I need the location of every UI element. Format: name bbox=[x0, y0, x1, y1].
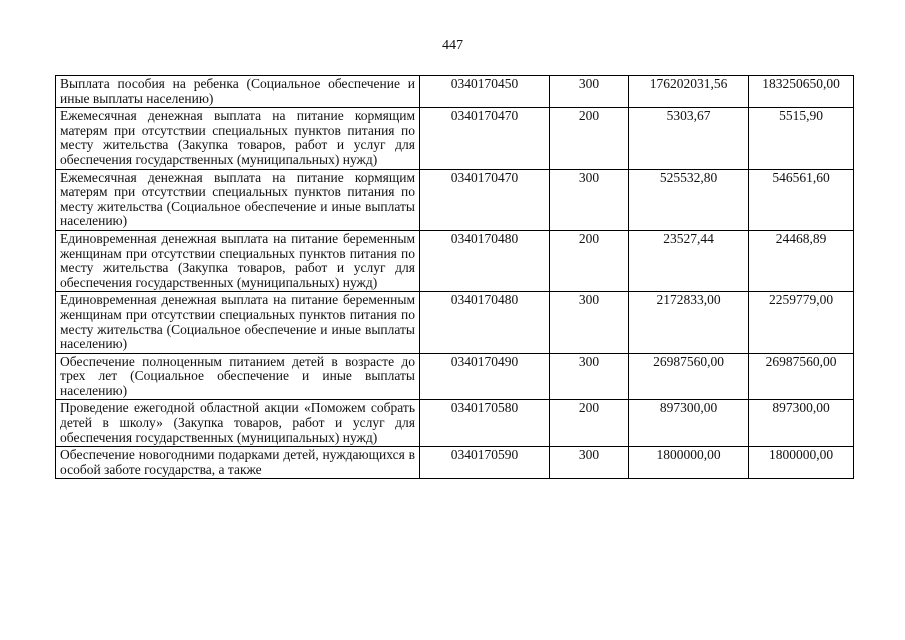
page-number: 447 bbox=[442, 38, 463, 53]
row-code: 0340170450 bbox=[420, 76, 550, 108]
row-description: Единовременная денежная выплата на питание беременным женщинам при отсутствии специальных пунктов питания по месту жительства (Закупка товаров, работ и услуг для обеспечения государственных (муниципальных) нужд) bbox=[56, 230, 420, 291]
table-row bbox=[56, 353, 854, 400]
row-amount-2: 5515,90 bbox=[749, 108, 854, 169]
row-amount-2: 24468,89 bbox=[749, 230, 854, 291]
row-code: 0340170480 bbox=[420, 230, 550, 291]
row-amount-2: 1800000,00 bbox=[749, 447, 854, 479]
row-expense-type: 300 bbox=[550, 353, 629, 400]
row-amount-1: 23527,44 bbox=[629, 230, 749, 291]
row-amount-1: 26987560,00 bbox=[629, 353, 749, 400]
row-amount-1: 525532,80 bbox=[629, 169, 749, 230]
row-description: Проведение ежегодной областной акции «Поможем собрать детей в школу» (Закупка товаров, работ и услуг для обеспечения государственных (муниципальных) нужд) bbox=[56, 400, 420, 447]
row-code: 0340170490 bbox=[420, 353, 550, 400]
table-row bbox=[56, 76, 854, 108]
row-description: Ежемесячная денежная выплата на питание кормящим матерям при отсутствии специальных пунктов питания по месту жительства (Социальное обеспечение и иные выплаты населению) bbox=[56, 169, 420, 230]
row-description: Единовременная денежная выплата на питание беременным женщинам при отсутствии специальных пунктов питания по месту жительства (Социальное обеспечение и иные выплаты населению) bbox=[56, 292, 420, 353]
table-row bbox=[56, 230, 854, 291]
row-expense-type: 300 bbox=[550, 292, 629, 353]
row-description: Обеспечение новогодними подарками детей, нуждающихся в особой заботе государства, а также bbox=[56, 447, 420, 479]
row-expense-type: 300 bbox=[550, 76, 629, 108]
row-amount-2: 546561,60 bbox=[749, 169, 854, 230]
row-code: 0340170470 bbox=[420, 108, 550, 169]
row-code: 0340170480 bbox=[420, 292, 550, 353]
row-expense-type: 200 bbox=[550, 230, 629, 291]
row-amount-2: 897300,00 bbox=[749, 400, 854, 447]
row-expense-type: 200 bbox=[550, 108, 629, 169]
row-expense-type: 200 bbox=[550, 400, 629, 447]
row-amount-1: 897300,00 bbox=[629, 400, 749, 447]
table-row bbox=[56, 108, 854, 169]
row-expense-type: 300 bbox=[550, 169, 629, 230]
row-amount-2: 26987560,00 bbox=[749, 353, 854, 400]
table-row bbox=[56, 169, 854, 230]
row-amount-1: 1800000,00 bbox=[629, 447, 749, 479]
row-amount-1: 176202031,56 bbox=[629, 76, 749, 108]
row-description: Обеспечение полноценным питанием детей в возрасте до трех лет (Социальное обеспечение и иные выплаты населению) bbox=[56, 353, 420, 400]
row-expense-type: 300 bbox=[550, 447, 629, 479]
budget-table bbox=[55, 75, 854, 479]
table-row bbox=[56, 400, 854, 447]
row-amount-2: 2259779,00 bbox=[749, 292, 854, 353]
row-amount-1: 2172833,00 bbox=[629, 292, 749, 353]
row-amount-2: 183250650,00 bbox=[749, 76, 854, 108]
table-row bbox=[56, 447, 854, 479]
row-description: Ежемесячная денежная выплата на питание кормящим матерям при отсутствии специальных пунктов питания по месту жительства (Закупка товаров, работ и услуг для обеспечения государственных (муниципальных) нужд) bbox=[56, 108, 420, 169]
row-code: 0340170590 bbox=[420, 447, 550, 479]
row-amount-1: 5303,67 bbox=[629, 108, 749, 169]
row-description: Выплата пособия на ребенка (Социальное обеспечение и иные выплаты населению) bbox=[56, 76, 420, 108]
row-code: 0340170470 bbox=[420, 169, 550, 230]
row-code: 0340170580 bbox=[420, 400, 550, 447]
table-row bbox=[56, 292, 854, 353]
